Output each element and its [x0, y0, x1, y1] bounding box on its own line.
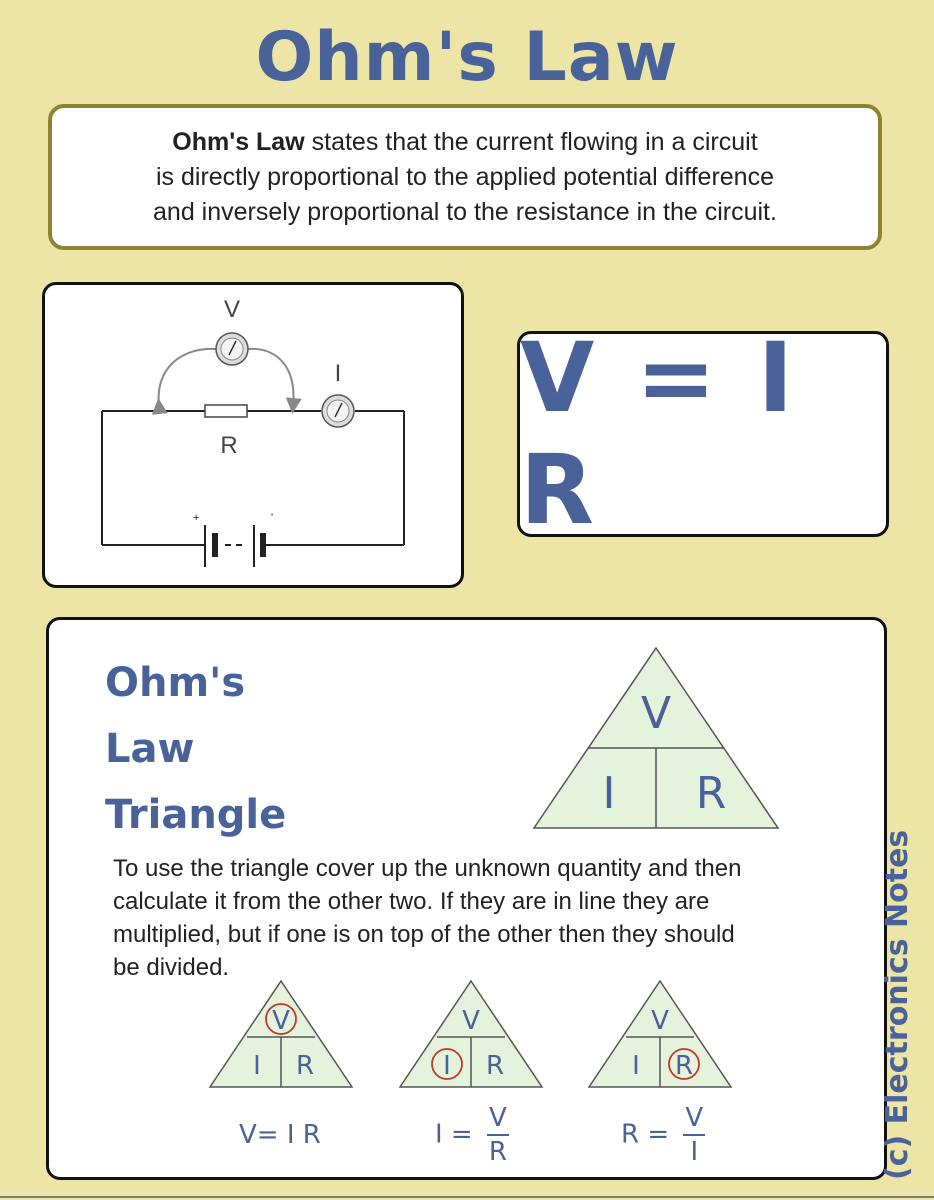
battery [205, 525, 273, 567]
statement-line-1 [153, 125, 777, 160]
small-triangle-solve-v [207, 978, 355, 1090]
triangle-panel [46, 617, 887, 1180]
battery-plus-label: + [193, 512, 200, 524]
copyright-credit: (c) Electronics Notes [880, 829, 915, 1180]
statement-line-3: and inversely proportional to the resistance in the circuit. [153, 197, 777, 226]
big-triangle-left: I [602, 768, 616, 819]
formula-i-lhs: I = [435, 1119, 473, 1150]
statement-line-1-rest: states that the current flowing in a circuit [304, 127, 758, 156]
formula-r-lhs: R = [621, 1119, 670, 1150]
title-line-1: Ohm's [105, 660, 246, 706]
title-line-3: Triangle [105, 792, 287, 838]
resistor-label: R [220, 432, 238, 459]
ammeter [322, 395, 354, 427]
instructions-line-4: be divided. [113, 954, 230, 981]
voltmeter-lead-left [159, 349, 216, 406]
small-triangle-3-right: R [674, 1051, 694, 1081]
small-triangle-1-left: I [253, 1051, 261, 1081]
ammeter-label: I [334, 360, 342, 387]
voltmeter-lead-right [248, 349, 293, 406]
big-triangle-right: R [695, 768, 727, 819]
big-triangle-top: V [640, 688, 672, 739]
formula-v: V= I R [239, 1120, 321, 1150]
voltmeter-label: V [223, 296, 241, 323]
formula-i-denominator: R [488, 1137, 507, 1167]
small-triangle-solve-i [397, 978, 545, 1090]
bottom-divider [0, 1196, 934, 1198]
resistor [205, 405, 247, 417]
statement-bold-lead: Ohm's Law [172, 127, 305, 156]
statement-line-2: is directly proportional to the applied potential difference [156, 162, 774, 191]
page-title: Ohm's Law [255, 18, 679, 97]
small-triangle-1-right: R [295, 1051, 315, 1081]
small-triangle-2-top: V [462, 1006, 480, 1036]
triangle-section-title [105, 650, 286, 848]
instructions-line-2: calculate it from the other two. If they are in line they are [113, 888, 710, 915]
formula-i-numerator: V [487, 1102, 509, 1136]
title-line-2: Law [105, 726, 195, 772]
formula-r-numerator: V [683, 1102, 705, 1136]
battery-minus-label: ' [271, 512, 274, 524]
voltmeter [216, 333, 248, 365]
formula-r [621, 1102, 705, 1168]
small-triangle-2-right: R [485, 1051, 505, 1081]
equation-panel [517, 322, 889, 546]
small-triangle-2-left: I [443, 1051, 451, 1081]
ohms-law-equation: V = I R [520, 322, 798, 546]
big-triangle [531, 644, 781, 830]
instructions-line-3: multiplied, but if one is on top of the other then they should [113, 921, 735, 948]
formula-i-fraction [487, 1102, 509, 1168]
small-triangle-3-top: V [651, 1006, 669, 1036]
small-triangle-1-top: V [272, 1006, 290, 1036]
circuit-diagram-panel [42, 282, 464, 588]
small-triangle-3-left: I [632, 1051, 640, 1081]
ohms-law-statement [48, 104, 882, 250]
formula-r-denominator: I [690, 1137, 699, 1167]
triangle-instructions [113, 852, 833, 984]
formula-i [435, 1102, 509, 1168]
circuit-wires [102, 411, 404, 545]
small-triangle-solve-r [586, 978, 734, 1090]
formula-r-fraction [683, 1102, 705, 1168]
instructions-line-1: To use the triangle cover up the unknown quantity and then [113, 855, 742, 882]
circuit-diagram [45, 285, 461, 585]
